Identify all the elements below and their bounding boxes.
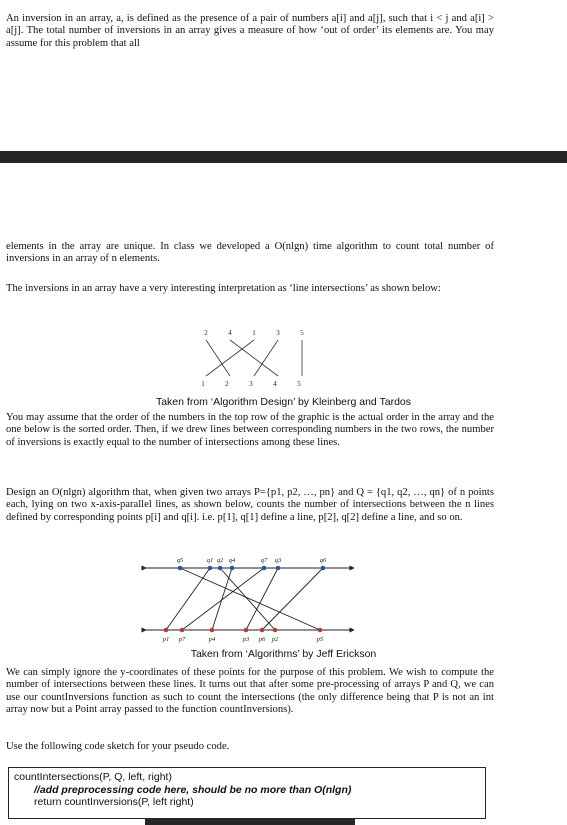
- intersection-line: [180, 568, 320, 630]
- inversion-line: [206, 340, 254, 376]
- q-point: [276, 566, 281, 571]
- intersection-line: [166, 568, 210, 630]
- p-point: [244, 628, 249, 633]
- intersection-line: [262, 568, 323, 630]
- top-number-label: 1: [252, 329, 256, 337]
- q-point: [230, 566, 235, 571]
- bottom-number-label: 4: [273, 380, 277, 388]
- code-line-return: return countInversions(P, left right): [34, 796, 194, 808]
- bottom-number-label: 1: [201, 380, 205, 388]
- q-point-label: q5: [176, 557, 184, 564]
- q-point: [262, 566, 267, 571]
- q-point-label: q1: [206, 557, 214, 564]
- paragraph-code-sketch: Use the following code sketch for your pseudo code.: [6, 741, 230, 752]
- q-point-label: q3: [274, 557, 282, 564]
- bottom-number-label: 5: [297, 380, 301, 388]
- q-point: [208, 566, 213, 571]
- paragraph-intro: An inversion in an array, a, is defined as the presence of a pair of numbers a[i] and a[j], such that i < j and a[i] > a[j]. The total number of inversions in an array gives a measure of how ‘out of order’ its elements are. You may assume for this problem that all: [6, 13, 494, 49]
- p-point: [164, 628, 169, 633]
- top-number-label: 5: [300, 329, 304, 337]
- p-point: [210, 628, 215, 633]
- intersection-line: [220, 568, 275, 630]
- p-point-label: p6: [258, 636, 266, 643]
- caption-erickson: Taken from ‘Algorithms’ by Jeff Erickson: [190, 648, 377, 660]
- bottom-scroll-bar: [145, 818, 355, 825]
- intersection-line: [212, 568, 232, 630]
- bottom-number-label: 3: [249, 380, 253, 388]
- p-point-label: p5: [316, 636, 324, 643]
- page-divider: [0, 151, 567, 163]
- q-point: [321, 566, 326, 571]
- top-number-label: 2: [204, 329, 208, 337]
- code-line-preprocess-comment: //add preprocessing code here, should be no more than O(nlgn): [34, 783, 352, 796]
- p-point-label: p1: [162, 636, 170, 643]
- p-point-label: p7: [178, 636, 186, 643]
- paragraph-elements: elements in the array are unique. In class we developed a O(nlgn) time algorithm to count total number of inversions in an array of n elements.: [6, 241, 494, 265]
- q-point: [178, 566, 183, 571]
- code-sketch-box: [8, 767, 486, 819]
- top-number-label: 4: [228, 329, 232, 337]
- inversion-line: [254, 340, 278, 376]
- paragraph-ignore-y: We can simply ignore the y-coordinates of these points for the purpose of this problem. We wish to compute the number of intersections between these lines. It turns out that after some pre-processing of arrays P and Q, we can use our countInversions function as such to count the intersections (the only difference being that P is not an int array now but a Point array passed to the function countInversions).: [6, 667, 494, 716]
- p-point-label: p2: [271, 636, 279, 643]
- intersection-line: [182, 568, 264, 630]
- bottom-number-label: 2: [225, 380, 229, 388]
- intersections-figure: [138, 552, 358, 644]
- q-point-label: q7: [260, 557, 268, 564]
- code-line-signature: countIntersections(P, Q, left, right): [14, 771, 172, 783]
- p-point: [260, 628, 265, 633]
- q-point-label: q2: [216, 557, 224, 564]
- caption-kleinberg: Taken from ‘Algorithm Design’ by Kleinberg and Tardos: [155, 396, 412, 408]
- top-number-label: 3: [276, 329, 280, 337]
- q-point: [218, 566, 223, 571]
- p-point: [318, 628, 323, 633]
- inversion-line: [206, 340, 230, 376]
- p-point-label: p3: [242, 636, 250, 643]
- p-point: [273, 628, 278, 633]
- q-point-label: q6: [319, 557, 327, 564]
- inversion-line: [230, 340, 278, 376]
- paragraph-order: You may assume that the order of the numbers in the top row of the graphic is the actual order in the array and the one below is the sorted order. Then, if we drew lines between corresponding numbers in the two rows, the number of inversions is exactly equal to the number of intersections among these lines.: [6, 412, 494, 448]
- p-point-label: p4: [208, 636, 216, 643]
- paragraph-interpretation: The inversions in an array have a very interesting interpretation as ‘line intersections’ as shown below:: [6, 283, 441, 294]
- q-point-label: q4: [228, 557, 236, 564]
- p-point: [180, 628, 185, 633]
- paragraph-design: Design an O(nlgn) algorithm that, when given two arrays P={p1, p2, …, pn} and Q = {q1, q2, …, qn} of n points each, lying on two x-axis-parallel lines, as shown below, counts the number of intersections between the n lines defined by corresponding points p[i] and q[i]. i.e. p[1], q[1] define a line, p[2], q[2] define a line, and so on.: [6, 487, 494, 523]
- inversion-lines-figure: [190, 326, 320, 396]
